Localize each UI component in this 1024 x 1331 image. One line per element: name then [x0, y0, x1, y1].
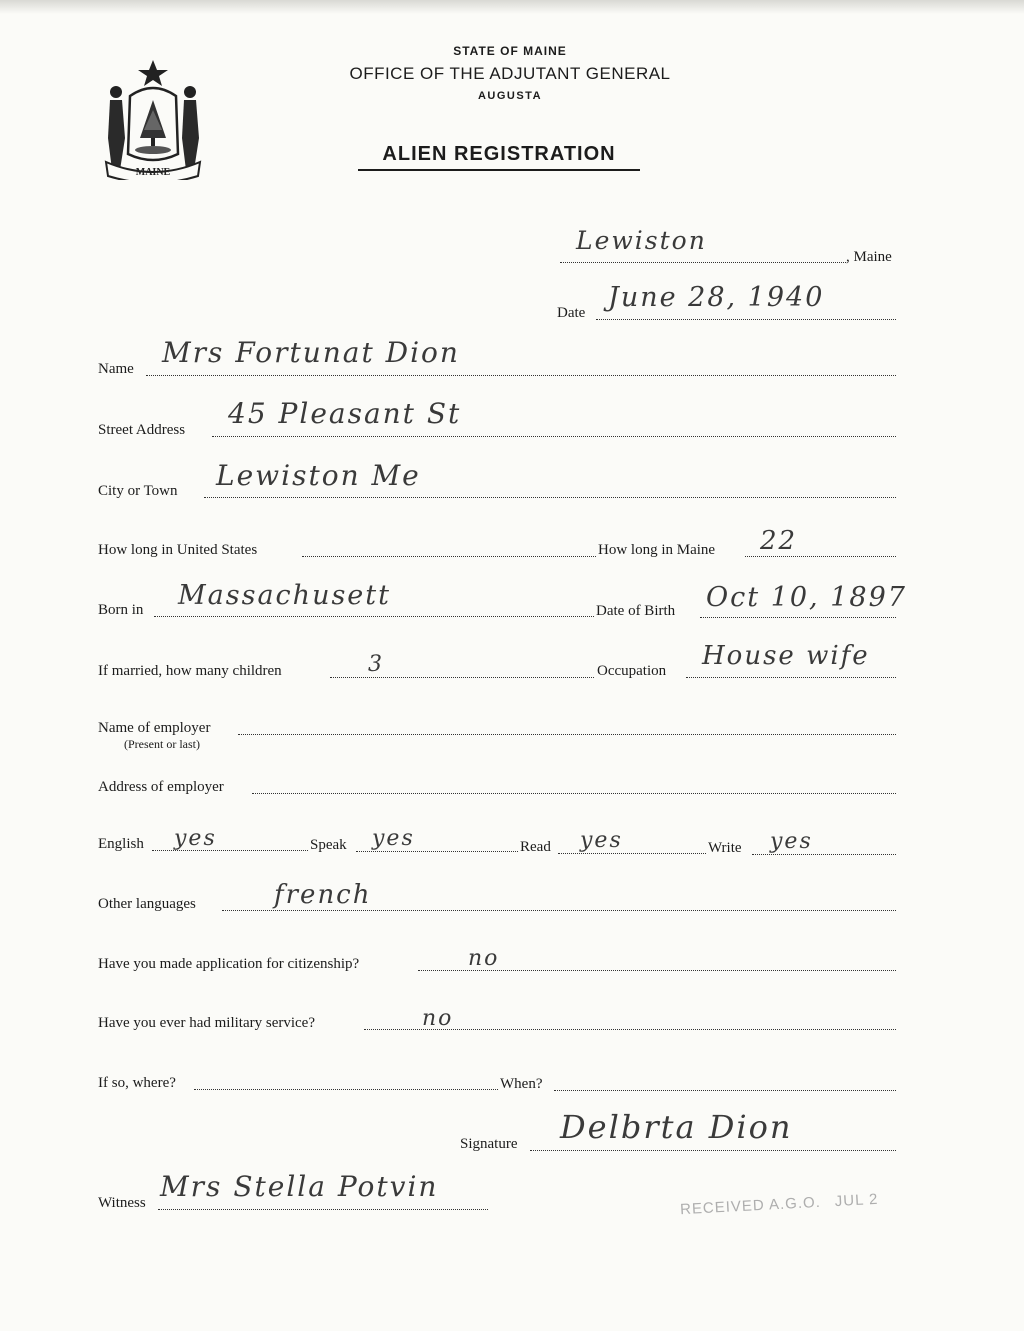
name-line: [146, 375, 896, 376]
military-value: no: [422, 1006, 454, 1031]
speak-line: [356, 851, 518, 852]
read-value: yes: [580, 828, 623, 853]
street-value: 45 Pleasant St: [228, 397, 462, 430]
write-line: [752, 854, 896, 855]
dob-label: Date of Birth: [596, 603, 676, 619]
received-stamp-text: RECEIVED A.G.O.: [679, 1193, 822, 1219]
signature-value: Delbrta Dion: [560, 1108, 793, 1146]
other-languages-label: Other languages: [98, 896, 196, 912]
english-label: English: [98, 836, 144, 852]
maine-state-seal-icon: [100, 58, 206, 180]
citizenship-label: Have you made application for citizenship?: [98, 956, 360, 972]
date-value: June 28, 1940: [608, 282, 825, 313]
date-line: [596, 319, 896, 320]
employer-name-line: [238, 734, 896, 735]
when-line: [554, 1090, 896, 1091]
witness-value: Mrs Stella Potvin: [160, 1170, 439, 1203]
received-stamp-month: JUL 2: [834, 1190, 879, 1211]
read-line: [558, 853, 706, 854]
employer-name-sublabel: (Present or last): [124, 737, 200, 751]
signature-line: [530, 1150, 896, 1151]
write-value: yes: [770, 829, 813, 854]
date-label: Date: [557, 305, 586, 321]
born-in-line: [154, 616, 594, 617]
english-value: yes: [174, 826, 217, 851]
scan-edge: [0, 0, 1024, 14]
signature-label: Signature: [460, 1136, 518, 1152]
how-long-us-line: [302, 556, 596, 557]
employer-address-label: Address of employer: [98, 779, 224, 795]
write-label: Write: [708, 840, 742, 856]
witness-label: Witness: [98, 1195, 146, 1211]
other-languages-value: french: [274, 880, 372, 910]
city-label: City or Town: [98, 483, 178, 499]
born-in-label: Born in: [98, 602, 144, 618]
how-long-maine-value: 22: [760, 526, 798, 556]
speak-label: Speak: [310, 837, 347, 853]
city-value: Lewiston Me: [216, 459, 421, 492]
born-in-value: Massachusett: [178, 580, 391, 611]
received-stamp: [680, 1191, 879, 1218]
how-long-maine-label: How long in Maine: [598, 542, 716, 558]
occupation-value: House wife: [702, 641, 870, 671]
how-long-us-label: How long in United States: [98, 542, 258, 558]
when-label: When?: [500, 1076, 543, 1092]
children-line: [330, 677, 594, 678]
employer-name-label: Name of employer: [98, 720, 211, 736]
header-city: AUGUSTA: [477, 90, 543, 102]
header-state: STATE OF MAINE: [453, 44, 567, 58]
occupation-line: [686, 677, 896, 678]
speak-value: yes: [372, 826, 415, 851]
place-value: Lewiston: [576, 226, 707, 255]
header-office: OFFICE OF THE ADJUTANT GENERAL: [349, 64, 671, 83]
seal-text: MAINE: [135, 167, 171, 178]
occupation-label: Occupation: [597, 663, 667, 679]
employer-address-line: [252, 793, 896, 794]
street-line: [212, 436, 896, 437]
dob-value: Oct 10, 1897: [706, 582, 907, 613]
military-label: Have you ever had military service?: [98, 1015, 315, 1031]
form-title: ALIEN REGISTRATION: [358, 143, 640, 171]
street-label: Street Address: [98, 422, 186, 438]
other-languages-line: [222, 910, 896, 911]
name-value: Mrs Fortunat Dion: [162, 336, 460, 369]
citizenship-value: no: [468, 946, 500, 971]
witness-line: [158, 1209, 488, 1210]
where-line: [194, 1089, 498, 1090]
children-value: 3: [368, 652, 384, 677]
children-label: If married, how many children: [98, 663, 282, 679]
where-label: If so, where?: [98, 1075, 176, 1091]
dob-line: [700, 617, 896, 618]
place-suffix-label: , Maine: [846, 249, 892, 265]
form-header: [300, 42, 720, 102]
name-label: Name: [98, 361, 134, 377]
place-line: [560, 262, 846, 263]
city-line: [204, 497, 896, 498]
how-long-maine-line: [745, 556, 896, 557]
read-label: Read: [520, 839, 551, 855]
